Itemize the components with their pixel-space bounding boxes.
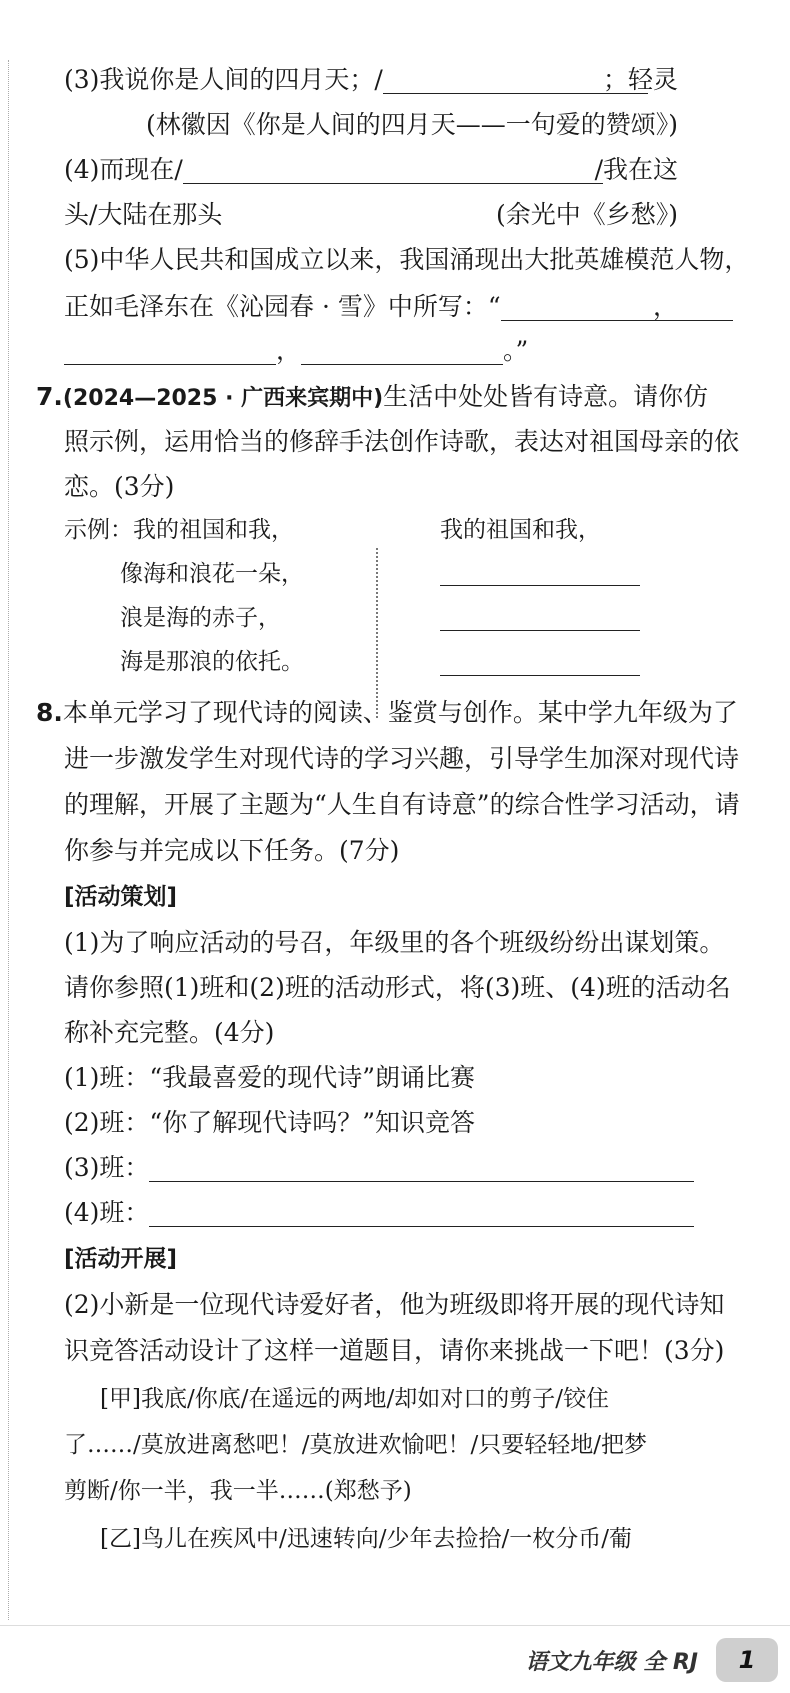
item-5-comma: ， bbox=[276, 336, 302, 365]
page-number: 1 bbox=[716, 1638, 778, 1682]
example-line: 浪是海的赤子， bbox=[120, 605, 281, 631]
question-8-line: 你参与并完成以下任务。(7分) bbox=[64, 836, 400, 865]
page-footer bbox=[526, 1638, 778, 1682]
develop-line: 识竞答活动设计了这样一道题目，请你来挑战一下吧！(3分) bbox=[64, 1336, 725, 1365]
example-label: 示例：我的祖国和我， bbox=[64, 517, 294, 543]
item-4-suffix: /我在这 bbox=[594, 155, 678, 184]
poem-answer-blank[interactable] bbox=[440, 630, 640, 631]
item-5-end: 。” bbox=[503, 336, 529, 365]
question-8-line: 的理解，开展了主题为“人生自有诗意”的综合性学习活动，请 bbox=[64, 790, 740, 819]
plan-line: 请你参照(1)班和(2)班的活动形式，将(3)班、(4)班的活动名 bbox=[64, 973, 731, 1002]
margin-dotted-line bbox=[8, 60, 9, 1620]
answer-blank[interactable] bbox=[183, 153, 603, 184]
item-4-text-2: 头/大陆在那头 bbox=[64, 200, 223, 229]
class-3-answer-blank[interactable] bbox=[149, 1151, 694, 1182]
poem-answer-blank[interactable] bbox=[440, 585, 640, 586]
question-number: 8. bbox=[36, 698, 63, 727]
plan-line: (1)为了响应活动的号召，年级里的各个班级纷纷出谋划策。 bbox=[64, 928, 725, 957]
item-4-source: (余光中《乡愁》) bbox=[495, 200, 678, 229]
question-number: 7. bbox=[36, 382, 63, 411]
develop-line: (2)小新是一位现代诗爱好者，他为班级即将开展的现代诗知 bbox=[64, 1290, 725, 1319]
class-3-line bbox=[64, 1143, 734, 1193]
poem-answer-blank[interactable] bbox=[440, 675, 640, 676]
item-5-text-2: 正如毛泽东在《沁园春 · 雪》中所写：“ bbox=[64, 292, 501, 321]
item-3-source: (林徽因《你是人间的四月天——一句爱的赞颂》) bbox=[145, 110, 678, 139]
example-line: 海是那浪的依托。 bbox=[120, 649, 304, 675]
section-heading-develop: [活动开展] bbox=[64, 1246, 178, 1272]
example-line: 像海和浪花一朵， bbox=[120, 561, 304, 587]
class-3-label: (3)班： bbox=[64, 1153, 150, 1182]
plan-line: 称补充完整。(4分) bbox=[64, 1018, 275, 1047]
question-7-line-3: 恋。(3分) bbox=[64, 472, 175, 501]
item-5-line-2 bbox=[64, 282, 734, 332]
class-4-label: (4)班： bbox=[64, 1198, 150, 1227]
poem-jia-line: 了……/莫放进离愁吧！/莫放进欢愉吧！/只要轻轻地/把梦 bbox=[64, 1432, 647, 1458]
item-5-line: (5)中华人民共和国成立以来，我国涌现出大批英雄模范人物， bbox=[64, 245, 750, 274]
answer-blank[interactable] bbox=[501, 290, 733, 321]
item-4-line-2 bbox=[64, 190, 734, 240]
item-4-line bbox=[64, 145, 734, 195]
answer-blank[interactable] bbox=[301, 334, 503, 365]
item-4-text: (4)而现在/ bbox=[64, 155, 183, 184]
plan-line: (2)班：“你了解现代诗吗？”知识竞答 bbox=[64, 1108, 475, 1137]
poem-yi-line: [乙]鸟儿在疾风中/迅速转向/少年去捡拾/一枚分币/葡 bbox=[100, 1526, 632, 1552]
question-8-line-1 bbox=[36, 688, 736, 738]
question-7-source: (2024—2025 · 广西来宾期中) bbox=[62, 386, 384, 411]
answer-blank[interactable] bbox=[64, 334, 276, 365]
class-4-answer-blank[interactable] bbox=[149, 1196, 694, 1227]
item-3-text: (3)我说你是人间的四月天；/ bbox=[64, 65, 383, 94]
answer-first-line: 我的祖国和我， bbox=[440, 517, 601, 543]
poem-jia-line: [甲]我底/你底/在遥远的两地/却如对口的剪子/铰住 bbox=[100, 1386, 609, 1412]
item-3-line bbox=[64, 55, 734, 105]
section-heading-plan: [活动策划] bbox=[64, 884, 178, 910]
example-line: 我的祖国和我， bbox=[133, 517, 294, 543]
poem-jia-line: 剪断/你一半，我一半……(郑愁予) bbox=[64, 1478, 412, 1504]
plan-line: (1)班：“我最喜爱的现代诗”朗诵比赛 bbox=[64, 1063, 475, 1092]
question-8-text: 本单元学习了现代诗的阅读、鉴赏与创作。某中学九年级为了 bbox=[62, 698, 738, 727]
item-3-source-line bbox=[64, 100, 734, 150]
question-7-text: 生活中处处皆有诗意。请你仿 bbox=[383, 382, 709, 411]
item-5-line-3 bbox=[64, 326, 734, 376]
question-7-line-1 bbox=[36, 372, 736, 422]
item-3-suffix: ；轻灵 bbox=[602, 65, 678, 94]
class-4-line bbox=[64, 1188, 734, 1238]
item-5-comma: ， bbox=[652, 292, 678, 321]
footer-rule bbox=[0, 1625, 790, 1626]
footer-subject: 语文九年级 全 RJ bbox=[525, 1649, 698, 1675]
question-8-line: 进一步激发学生对现代诗的学习兴趣，引导学生加深对现代诗 bbox=[64, 744, 740, 773]
question-7-line-2: 照示例，运用恰当的修辞手法创作诗歌，表达对祖国母亲的依 bbox=[64, 427, 740, 456]
